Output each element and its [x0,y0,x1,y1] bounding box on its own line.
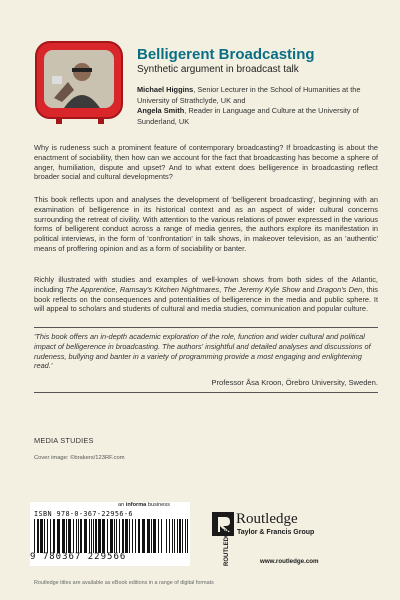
barcode-bar [93,519,94,553]
barcode-bar [53,519,55,553]
barcode-bar [50,519,51,553]
review-attribution: Professor Åsa Kroon, Örebro University, Sweden. [211,378,378,387]
book-title: Belligerent Broadcasting [137,46,315,63]
barcode-bar [34,519,35,553]
barcode-bar [40,519,43,553]
barcode-bar [179,519,181,553]
divider [34,327,378,328]
barcode-bar [78,519,79,553]
barcode-bar [119,519,120,553]
author-entry [137,85,382,106]
barcode-bar [95,519,97,553]
barcode-bar [102,519,105,553]
isbn-label: ISBN 978-0-367-22956-6 [34,510,133,518]
barcode-bar [151,519,152,553]
publisher-name: Routledge [236,511,298,527]
barcode-bar [76,519,77,553]
cover-image-credit: Cover image: ©brakers/123RF.com [34,455,125,461]
barcode-bar [147,519,150,553]
barcode-bar [177,519,178,553]
show-title: Dragon's Den [316,284,363,294]
author-name: Angela Smith [137,106,185,115]
barcode-bar [182,519,183,553]
barcode-bar [187,519,188,553]
barcode-bar [125,519,128,553]
barcode-bar [47,519,48,553]
barcode-bar [107,519,108,553]
barcode-bar [135,519,136,553]
review-quote: 'This book offers an in-depth academic exploration of the role, function and wider cultural and political impact of belligerence in broadcasting. The authors' insightful and detailed analyses and discussions of rudeness, bullying and banter in a variety of programming provide a most engaging and enlightening read.' [34,332,371,371]
blurb-paragraph-2: This book reflects upon and analyses the development of 'belligerent broadcasting', beginning with an examination of belligerence in its historical context and as an aspect of wider cultural concerns surrounding the retreat of civility. With attention to the various relations of power expressed in the various forms of belligerent conduct across a range of media genres, the authors explore its manifestation in political interviews, in the form of 'confrontation' in talk shows, in makeover television, as an 'authentic' means of proffering opinion and as a form of sociability or banter. [34,195,378,253]
barcode-bar [169,519,170,553]
barcode-bar [114,519,115,553]
book-subtitle: Synthetic argument in broadcast talk [137,64,299,75]
barcode-number: 9 780367 229566 [30,552,127,562]
show-title: Ramsay's Kitchen Nightmares [119,284,220,294]
show-title: The Jeremy Kyle Show [223,284,301,294]
blurb-paragraph-3: Richly illustrated with studies and examples of well-known shows from both sides of the Atlantic, including The Apprentice, Ramsay's Kitchen Nightmares, The Jeremy Kyle Show and Dragon's Den, this book reflects on the consequences and potentialities of belligerence in the media and public sphere. It will appeal to scholars and students of cultural and media studies, communication and popular culture. [34,275,378,314]
barcode-bar [158,519,159,553]
barcode-bar [185,519,186,553]
barcode-bar [44,519,45,553]
barcode-bar [142,519,145,553]
barcode-bar [116,519,117,553]
barcode-bar [110,519,113,553]
author-list [137,85,382,127]
barcode-bar [89,519,90,553]
barcode-bar [166,519,167,553]
barcode-bar [37,519,39,553]
barcode-bar [73,519,74,553]
author-affiliation: , Reader in Language and Culture at the University of Sunderland, UK [137,106,359,126]
barcode-bar [174,519,175,553]
microphone [52,76,62,84]
author-affiliation: , Senior Lecturer in the School of Humanities at the University of Strathclyde, UK and [137,85,361,105]
barcode-bar [57,519,60,553]
barcode-bar [153,519,156,553]
presenter-glasses [72,68,92,72]
barcode-bar [80,519,82,553]
subject-category: MEDIA STUDIES [34,436,94,445]
barcode-bar [84,519,87,553]
divider [34,392,378,393]
author-entry [137,106,382,127]
ebook-footnote: Routledge titles are available as eBook editions in a range of digital formats [34,580,214,586]
author-name: Michael Higgins [137,85,194,94]
cover-image-red-television [34,38,126,126]
barcode-bar [172,519,173,553]
price-barcode [166,519,188,553]
publisher-url[interactable]: www.routledge.com [260,558,319,565]
publisher-group: Taylor & Francis Group [237,529,315,536]
barcode-bar [98,519,101,553]
barcode-bar [66,519,67,553]
isbn-barcode [34,519,162,553]
barcode-bar [132,519,133,553]
show-title: The Apprentice [65,284,116,294]
barcode-bar [122,519,124,553]
routledge-logo-icon [212,512,234,568]
blurb-paragraph-1: Why is rudeness such a prominent feature of contemporary broadcasting? If broadcasting is about the enactment of sociability, then how can we account for the fact that broadcasting has become a sphere of anger, humiliation, dispute and upset? And to what extent does belligerence in broadcasting reflect broader social and cultural developments? [34,143,378,182]
routledge-vertical-text: ROUTLEDGE [224,528,230,566]
informa-business-tag: an informa business [118,502,170,508]
barcode-bar [91,519,92,553]
barcode-bar [138,519,140,553]
barcode-bar [62,519,65,553]
barcode-bar [129,519,130,553]
barcode-bar [68,519,71,553]
barcode-bar [161,519,162,553]
